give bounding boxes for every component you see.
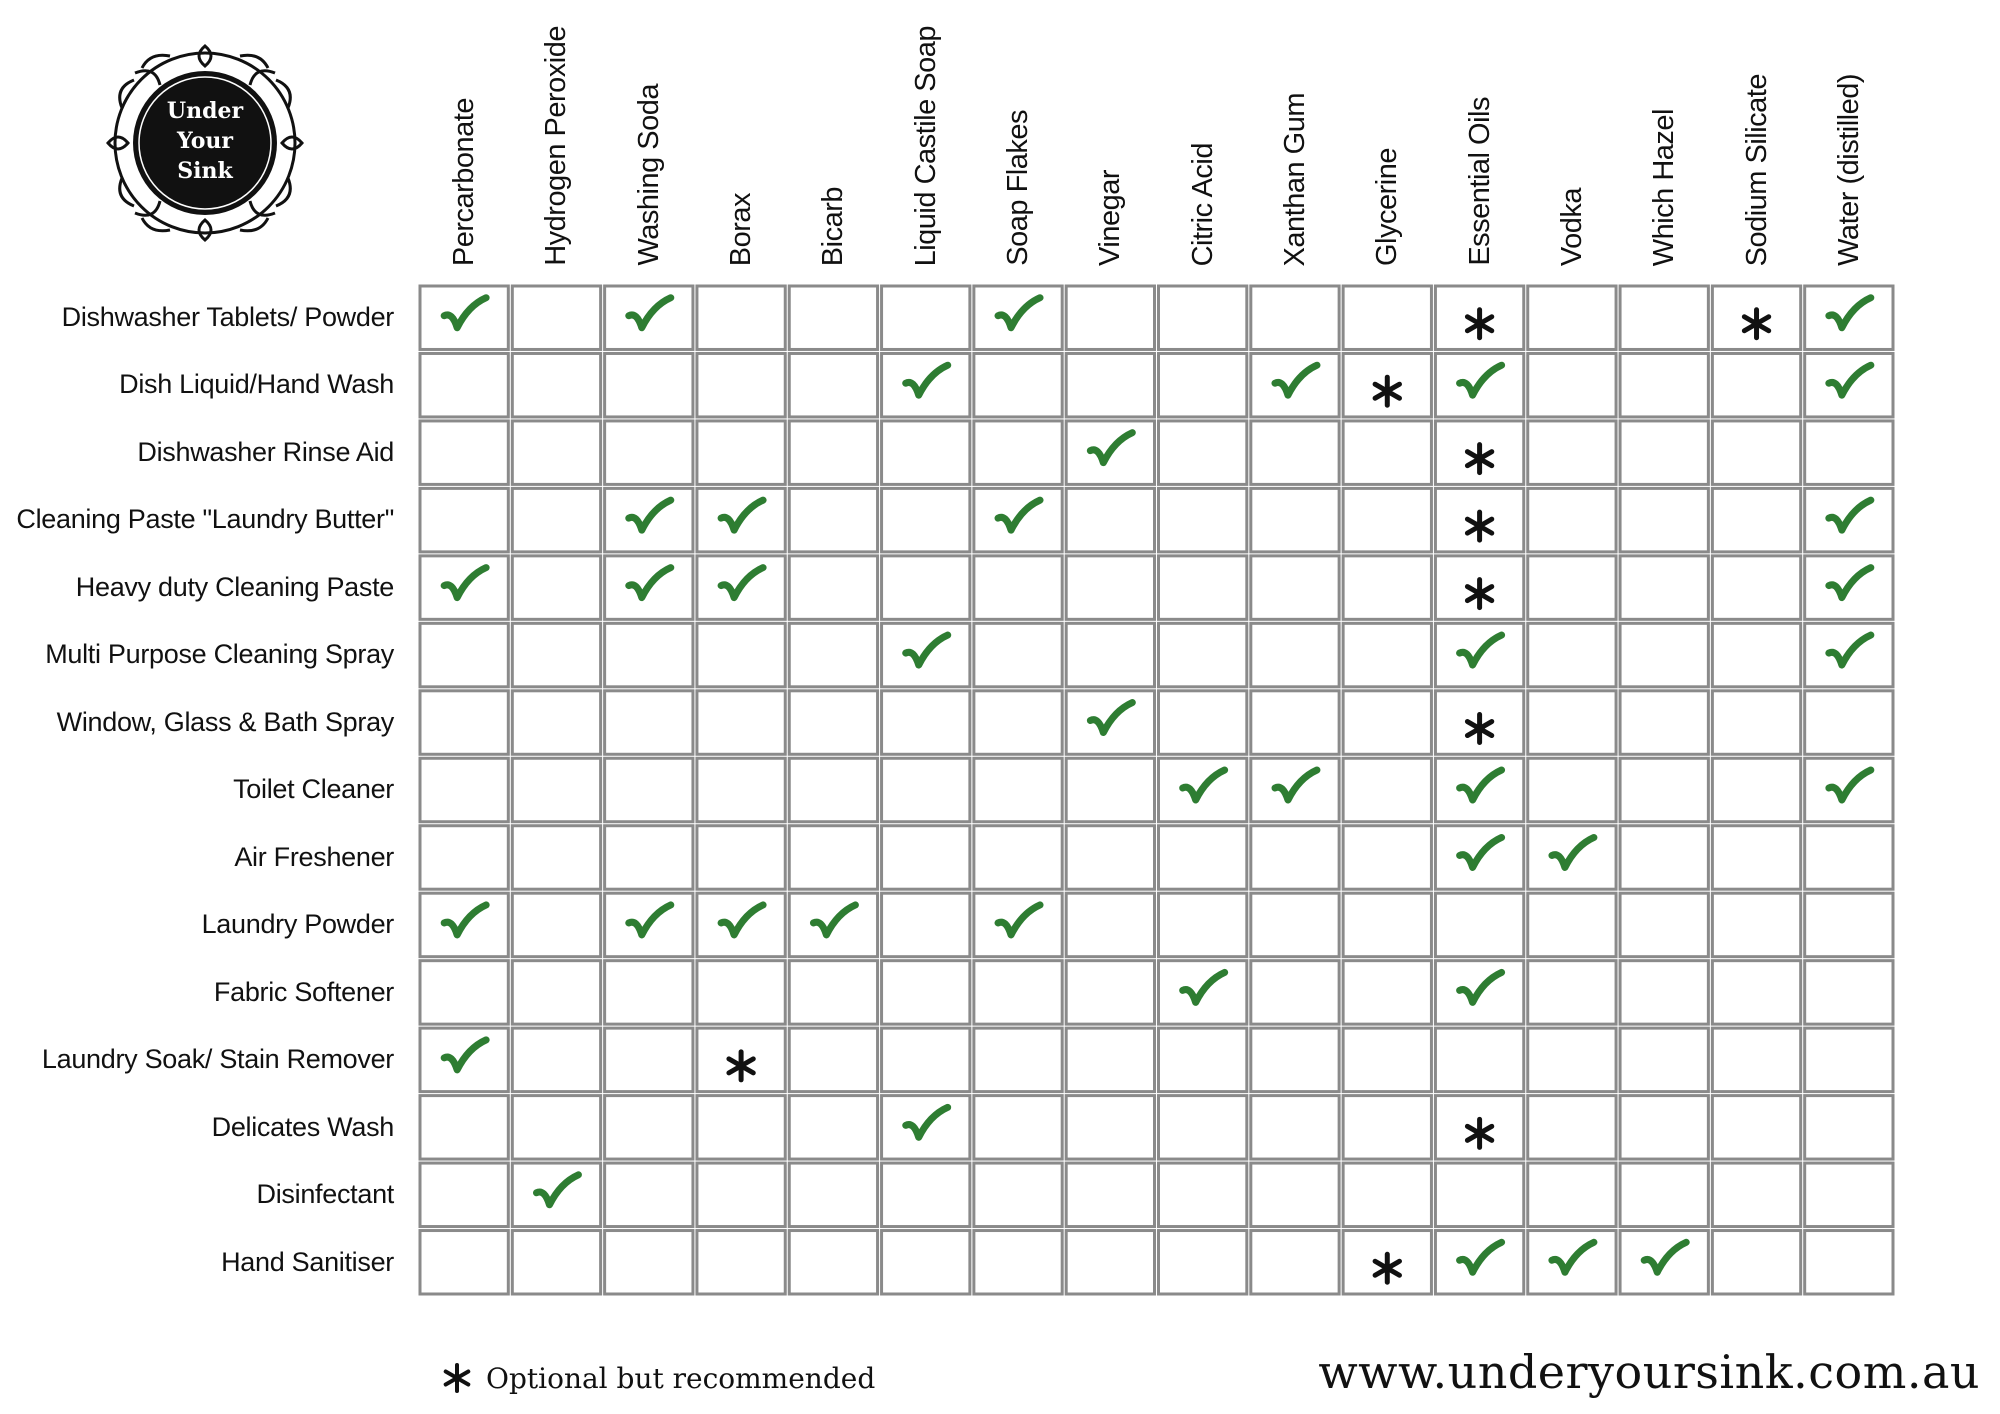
matrix-cell bbox=[697, 961, 785, 1024]
matrix-cell bbox=[789, 488, 877, 551]
matrix-cell bbox=[974, 421, 1062, 484]
matrix-cell bbox=[789, 758, 877, 821]
matrix-cell bbox=[974, 758, 1062, 821]
matrix-cell bbox=[974, 961, 1062, 1024]
column-header: Washing Soda bbox=[632, 84, 665, 266]
matrix-cell bbox=[974, 1096, 1062, 1159]
matrix-cell bbox=[697, 1163, 785, 1226]
matrix-cell bbox=[420, 691, 508, 754]
matrix-cell bbox=[1712, 1231, 1800, 1294]
matrix-cell bbox=[789, 286, 877, 349]
matrix-cell bbox=[1251, 893, 1339, 956]
matrix-cell bbox=[1251, 1028, 1339, 1091]
matrix-cell bbox=[789, 826, 877, 889]
matrix-cell bbox=[1620, 286, 1708, 349]
matrix-cell bbox=[1066, 893, 1154, 956]
matrix-cell bbox=[512, 421, 600, 484]
matrix-cell bbox=[1251, 961, 1339, 1024]
column-header: Borax bbox=[725, 192, 758, 266]
row-label: Air Freshener bbox=[234, 841, 394, 872]
matrix-cell bbox=[1620, 623, 1708, 686]
matrix-cell bbox=[605, 826, 693, 889]
matrix-cell bbox=[1343, 556, 1431, 619]
legend-text: Optional but recommended bbox=[486, 1361, 876, 1395]
column-header: Sodium Silicate bbox=[1740, 73, 1773, 266]
matrix-cell bbox=[1251, 826, 1339, 889]
matrix-cell bbox=[1251, 1163, 1339, 1226]
matrix-cell bbox=[512, 758, 600, 821]
matrix-cell bbox=[789, 691, 877, 754]
matrix-cell bbox=[882, 1163, 970, 1226]
matrix-cell bbox=[1343, 1028, 1431, 1091]
matrix-cell bbox=[1435, 1163, 1523, 1226]
logo-text-line3: Sink bbox=[177, 158, 233, 184]
matrix-cell bbox=[882, 1231, 970, 1294]
matrix-cell bbox=[1343, 826, 1431, 889]
matrix-cell bbox=[420, 623, 508, 686]
matrix-cell bbox=[1528, 1163, 1616, 1226]
matrix-cell bbox=[882, 556, 970, 619]
matrix-cell bbox=[420, 1096, 508, 1159]
matrix-cell bbox=[420, 758, 508, 821]
matrix-cell bbox=[1805, 1231, 1893, 1294]
matrix-cell bbox=[1712, 826, 1800, 889]
matrix-cell bbox=[789, 353, 877, 416]
matrix-cell bbox=[512, 826, 600, 889]
column-header: Hydrogen Peroxide bbox=[540, 26, 573, 266]
matrix-cell bbox=[1528, 286, 1616, 349]
matrix-cell bbox=[1620, 1163, 1708, 1226]
matrix-cell bbox=[1159, 826, 1247, 889]
column-header: Liquid Castile Soap bbox=[909, 25, 942, 266]
matrix-cell bbox=[1805, 826, 1893, 889]
matrix-cell bbox=[1712, 1028, 1800, 1091]
matrix-cell bbox=[697, 421, 785, 484]
ingredient-matrix bbox=[418, 284, 1895, 1296]
matrix-cell bbox=[1528, 623, 1616, 686]
matrix-cell bbox=[605, 623, 693, 686]
matrix-cell bbox=[697, 1231, 785, 1294]
matrix-cell bbox=[789, 1163, 877, 1226]
row-label: Toilet Cleaner bbox=[233, 774, 394, 805]
matrix-cell bbox=[1805, 691, 1893, 754]
matrix-cell bbox=[1159, 1028, 1247, 1091]
matrix-cell bbox=[1343, 1163, 1431, 1226]
matrix-cell bbox=[512, 353, 600, 416]
matrix-cell bbox=[789, 556, 877, 619]
matrix-cell bbox=[1159, 488, 1247, 551]
matrix-cell bbox=[974, 826, 1062, 889]
matrix-cell bbox=[605, 961, 693, 1024]
matrix-cell bbox=[1712, 488, 1800, 551]
matrix-cell bbox=[789, 623, 877, 686]
matrix-cell bbox=[1251, 623, 1339, 686]
matrix-cell bbox=[512, 286, 600, 349]
column-header: Xanthan Gum bbox=[1278, 92, 1311, 266]
star-icon bbox=[440, 1361, 474, 1395]
matrix-cell bbox=[1159, 556, 1247, 619]
matrix-cell bbox=[1435, 1028, 1523, 1091]
matrix-cell bbox=[1620, 1028, 1708, 1091]
matrix-cell bbox=[1435, 893, 1523, 956]
column-header: Soap Flakes bbox=[1002, 110, 1035, 266]
matrix-cell bbox=[1620, 758, 1708, 821]
matrix-cell bbox=[1528, 488, 1616, 551]
matrix-cell bbox=[1251, 421, 1339, 484]
matrix-cell bbox=[1159, 1231, 1247, 1294]
matrix-cell bbox=[882, 826, 970, 889]
matrix-cell bbox=[1712, 961, 1800, 1024]
matrix-cell bbox=[512, 691, 600, 754]
matrix-cell bbox=[1805, 1096, 1893, 1159]
matrix-cell bbox=[1805, 421, 1893, 484]
matrix-cell bbox=[1805, 893, 1893, 956]
matrix-cell bbox=[1528, 556, 1616, 619]
row-label: Dishwasher Tablets/ Powder bbox=[61, 302, 394, 332]
matrix-cell bbox=[974, 623, 1062, 686]
matrix-cell bbox=[512, 1028, 600, 1091]
matrix-cell bbox=[1251, 1096, 1339, 1159]
matrix-cell bbox=[1712, 556, 1800, 619]
matrix-cell bbox=[1805, 1028, 1893, 1091]
matrix-cell bbox=[882, 488, 970, 551]
matrix-cell bbox=[1159, 353, 1247, 416]
matrix-cell bbox=[1805, 1163, 1893, 1226]
matrix-cell bbox=[974, 556, 1062, 619]
matrix-cell bbox=[512, 556, 600, 619]
matrix-cell bbox=[1066, 286, 1154, 349]
matrix-cell bbox=[1528, 1028, 1616, 1091]
matrix-cell bbox=[1251, 691, 1339, 754]
matrix-cell bbox=[697, 353, 785, 416]
matrix-cell bbox=[512, 488, 600, 551]
matrix-cell bbox=[1620, 421, 1708, 484]
matrix-cell bbox=[1066, 1163, 1154, 1226]
matrix-cell bbox=[1343, 893, 1431, 956]
matrix-cell bbox=[1343, 961, 1431, 1024]
matrix-cell bbox=[1066, 758, 1154, 821]
row-label: Disinfectant bbox=[256, 1179, 394, 1210]
matrix-cell bbox=[789, 421, 877, 484]
matrix-cell bbox=[789, 1096, 877, 1159]
matrix-cell bbox=[1066, 353, 1154, 416]
matrix-cell bbox=[1066, 623, 1154, 686]
matrix-cell bbox=[420, 1231, 508, 1294]
matrix-cell bbox=[605, 758, 693, 821]
matrix-cell bbox=[697, 286, 785, 349]
matrix-cell bbox=[605, 691, 693, 754]
matrix-cell bbox=[1528, 1096, 1616, 1159]
matrix-cell bbox=[882, 286, 970, 349]
matrix-cell bbox=[1712, 758, 1800, 821]
matrix-cell bbox=[1159, 1096, 1247, 1159]
row-label: Multi Purpose Cleaning Spray bbox=[45, 639, 394, 670]
matrix-cell bbox=[1712, 1096, 1800, 1159]
row-label: Delicates Wash bbox=[211, 1111, 394, 1142]
matrix-cell bbox=[420, 826, 508, 889]
matrix-cell bbox=[1066, 1231, 1154, 1294]
matrix-cell bbox=[697, 826, 785, 889]
matrix-cell bbox=[1620, 353, 1708, 416]
matrix-cell bbox=[1620, 893, 1708, 956]
matrix-cell bbox=[1528, 893, 1616, 956]
matrix-cell bbox=[1159, 623, 1247, 686]
matrix-cell bbox=[420, 421, 508, 484]
matrix-cell bbox=[1528, 421, 1616, 484]
matrix-cell bbox=[605, 1096, 693, 1159]
matrix-cell bbox=[697, 623, 785, 686]
matrix-cell bbox=[512, 961, 600, 1024]
matrix-cell bbox=[1066, 488, 1154, 551]
matrix-cell bbox=[1712, 893, 1800, 956]
matrix-cell bbox=[420, 488, 508, 551]
matrix-cell bbox=[420, 353, 508, 416]
matrix-cell bbox=[1066, 1096, 1154, 1159]
matrix-cell bbox=[1159, 893, 1247, 956]
matrix-cell bbox=[1528, 961, 1616, 1024]
matrix-cell bbox=[1159, 1163, 1247, 1226]
matrix-cell bbox=[974, 353, 1062, 416]
matrix-cell bbox=[1343, 286, 1431, 349]
row-label: Heavy duty Cleaning Paste bbox=[75, 571, 394, 602]
matrix-cell bbox=[1712, 421, 1800, 484]
matrix-cell bbox=[512, 1096, 600, 1159]
matrix-cell bbox=[512, 623, 600, 686]
matrix-cell bbox=[512, 1231, 600, 1294]
row-label: Dishwasher Rinse Aid bbox=[137, 436, 394, 467]
matrix-cell bbox=[1066, 961, 1154, 1024]
row-label: Laundry Powder bbox=[201, 909, 394, 940]
matrix-cell bbox=[882, 758, 970, 821]
matrix-cell bbox=[697, 758, 785, 821]
matrix-cell bbox=[1620, 1096, 1708, 1159]
matrix-cell bbox=[1712, 1163, 1800, 1226]
matrix-cell bbox=[882, 961, 970, 1024]
matrix-cell bbox=[882, 1028, 970, 1091]
matrix-cell bbox=[974, 691, 1062, 754]
row-label: Cleaning Paste "Laundry Butter" bbox=[16, 504, 394, 535]
matrix-cell bbox=[789, 1028, 877, 1091]
matrix-cell bbox=[605, 1163, 693, 1226]
website-url[interactable]: www.underyoursink.com.au bbox=[1318, 1345, 1980, 1399]
matrix-cell bbox=[1528, 353, 1616, 416]
matrix-cell bbox=[1251, 556, 1339, 619]
matrix-cell bbox=[1712, 353, 1800, 416]
matrix-cell bbox=[1620, 961, 1708, 1024]
matrix-cell bbox=[974, 1163, 1062, 1226]
matrix-cell bbox=[1712, 691, 1800, 754]
column-header: Bicarb bbox=[817, 186, 850, 266]
logo-text-line2: Your bbox=[176, 128, 234, 154]
matrix-grid bbox=[418, 284, 1895, 1296]
row-label: Dish Liquid/Hand Wash bbox=[119, 369, 394, 400]
column-header: Glycerine bbox=[1371, 148, 1404, 266]
row-label: Fabric Softener bbox=[213, 976, 394, 1007]
matrix-cell bbox=[1066, 556, 1154, 619]
matrix-cell bbox=[1712, 623, 1800, 686]
matrix-cell bbox=[1343, 623, 1431, 686]
matrix-cell bbox=[882, 691, 970, 754]
matrix-cell bbox=[512, 893, 600, 956]
column-header: Water (distilled) bbox=[1832, 74, 1865, 266]
matrix-cell bbox=[789, 961, 877, 1024]
matrix-cell bbox=[974, 1028, 1062, 1091]
column-header: Vodka bbox=[1555, 187, 1588, 266]
matrix-cell bbox=[1620, 556, 1708, 619]
row-labels bbox=[0, 284, 400, 1296]
matrix-cell bbox=[697, 691, 785, 754]
matrix-cell bbox=[697, 1096, 785, 1159]
matrix-cell bbox=[605, 1028, 693, 1091]
matrix-cell bbox=[1620, 488, 1708, 551]
matrix-cell bbox=[1159, 691, 1247, 754]
matrix-cell bbox=[1343, 421, 1431, 484]
matrix-cell bbox=[605, 1231, 693, 1294]
column-header: Vinegar bbox=[1094, 170, 1127, 266]
matrix-cell bbox=[1066, 826, 1154, 889]
matrix-cell bbox=[1159, 286, 1247, 349]
matrix-cell bbox=[420, 961, 508, 1024]
column-header: Which Hazel bbox=[1648, 108, 1681, 266]
legend bbox=[440, 1358, 875, 1398]
matrix-cell bbox=[1528, 758, 1616, 821]
matrix-cell bbox=[1620, 691, 1708, 754]
matrix-cell bbox=[1343, 758, 1431, 821]
matrix-cell bbox=[1343, 691, 1431, 754]
matrix-cell bbox=[974, 1231, 1062, 1294]
column-header: Citric Acid bbox=[1186, 142, 1219, 266]
matrix-cell bbox=[1251, 1231, 1339, 1294]
matrix-cell bbox=[1343, 488, 1431, 551]
row-label: Hand Sanitiser bbox=[221, 1246, 394, 1277]
row-label: Laundry Soak/ Stain Remover bbox=[41, 1044, 394, 1075]
matrix-cell bbox=[1620, 826, 1708, 889]
matrix-cell bbox=[1251, 286, 1339, 349]
matrix-cell bbox=[1343, 1096, 1431, 1159]
matrix-cell bbox=[1251, 488, 1339, 551]
matrix-cell bbox=[882, 893, 970, 956]
matrix-cell bbox=[1805, 961, 1893, 1024]
row-label: Window, Glass & Bath Spray bbox=[56, 706, 394, 737]
matrix-cell bbox=[605, 421, 693, 484]
column-headers bbox=[0, 0, 2000, 280]
matrix-cell bbox=[1066, 1028, 1154, 1091]
matrix-cell bbox=[1528, 691, 1616, 754]
matrix-cell bbox=[882, 421, 970, 484]
column-header: Essential Oils bbox=[1463, 97, 1496, 266]
matrix-cell bbox=[1159, 421, 1247, 484]
matrix-cell bbox=[420, 1163, 508, 1226]
matrix-cell bbox=[605, 353, 693, 416]
column-header: Percarbonate bbox=[448, 97, 481, 266]
matrix-cell bbox=[789, 1231, 877, 1294]
logo-text-line1: Under bbox=[166, 98, 244, 124]
